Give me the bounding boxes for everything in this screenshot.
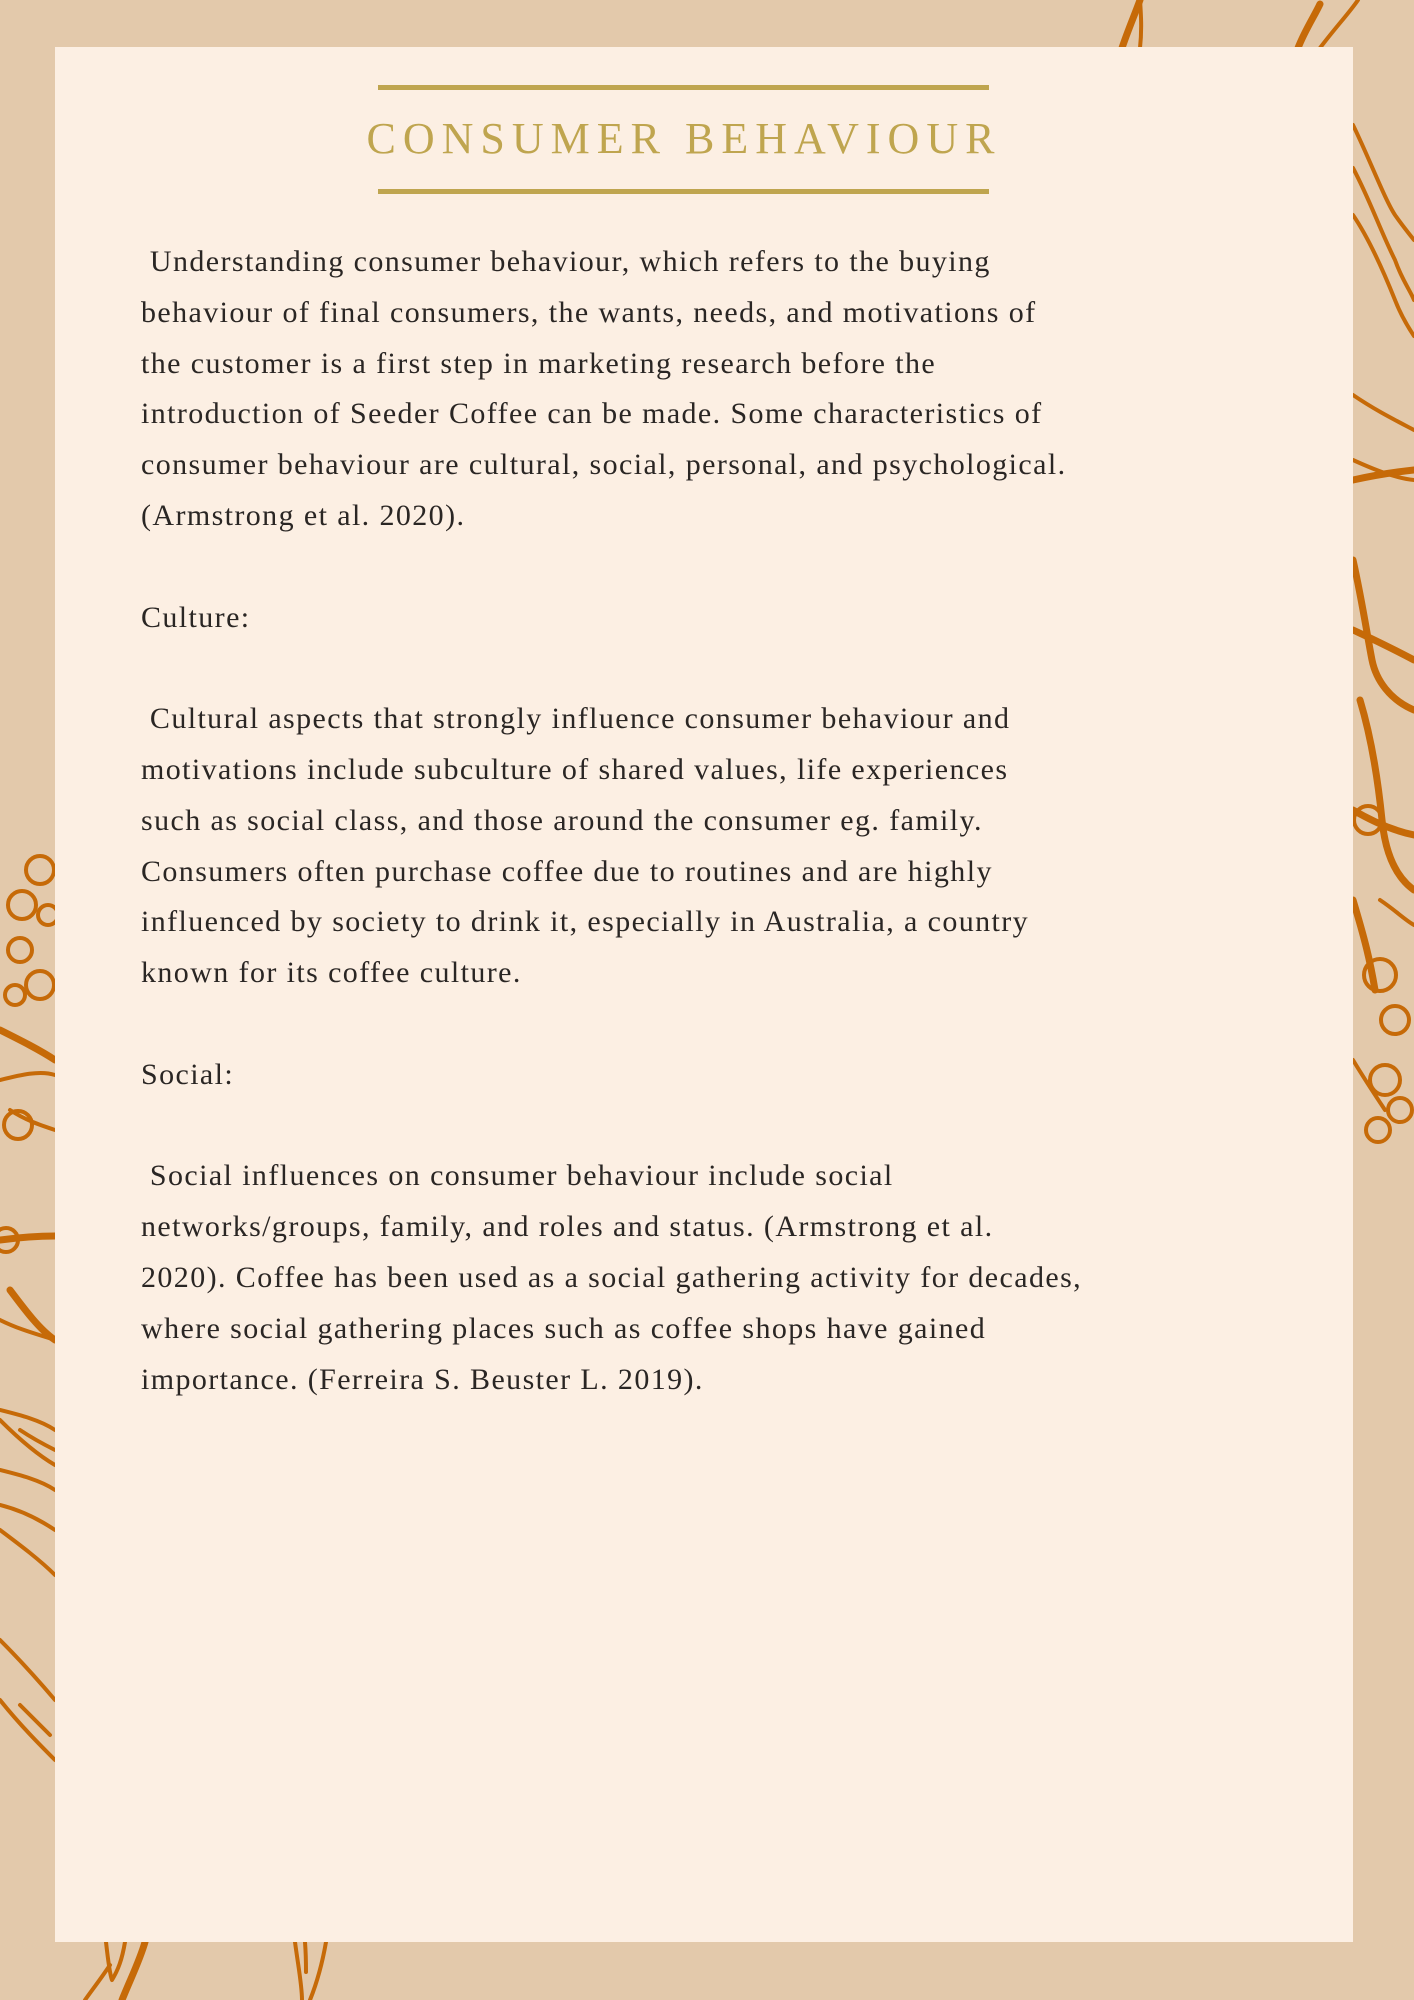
section-heading-culture: Culture:: [141, 600, 251, 634]
paragraph-line: motivations include subculture of shared values, life experiences: [141, 752, 1009, 786]
paragraph-line: influenced by society to drink it, especially in Australia, a country: [141, 905, 1030, 939]
paragraph-line: 2020). Coffee has been used as a social gathering activity for decades,: [141, 1260, 1083, 1294]
document-page-card: [55, 47, 1353, 1942]
culture-paragraph: [141, 694, 1321, 999]
title-top-rule: [378, 85, 989, 90]
spacer: [141, 999, 1321, 1050]
paragraph-line: Social influences on consumer behaviour include social: [141, 1159, 894, 1193]
left-flower-cluster-illustration: [0, 856, 58, 1760]
paragraph-line: known for its coffee culture.: [141, 956, 522, 990]
title-bottom-rule: [378, 189, 989, 194]
paragraph-line: the customer is a first step in marketing research before the: [141, 346, 937, 380]
paragraph-line: Cultural aspects that strongly influence consumer behaviour and: [141, 702, 1011, 736]
paragraph-line: where social gathering places such as coffee shops have gained: [141, 1311, 987, 1345]
section-heading-social: Social:: [141, 1057, 235, 1091]
spacer: [141, 643, 1321, 694]
page-title: CONSUMER BEHAVIOUR: [366, 114, 1002, 163]
paragraph-line: behaviour of final consumers, the wants, needs, and motivations of: [141, 295, 1037, 329]
top-stem-illustration: [1122, 0, 1358, 48]
paragraph-line: networks/groups, family, and roles and status. (Armstrong et al.: [141, 1210, 994, 1244]
paragraph-line: Understanding consumer behaviour, which refers to the buying: [141, 245, 991, 278]
paragraph-line: such as social class, and those around the consumer eg. family.: [141, 803, 983, 837]
right-flower-cluster-illustration: [1353, 806, 1412, 1142]
paragraph-line: introduction of Seeder Coffee can be made. Some characteristics of: [141, 397, 1043, 431]
intro-paragraph: [141, 237, 1321, 542]
paragraph-line: importance. (Ferreira S. Beuster L. 2019).: [141, 1362, 704, 1396]
spacer: [141, 1101, 1321, 1152]
spacer: [141, 542, 1321, 593]
right-branch-illustration: [1353, 125, 1414, 925]
paragraph-line: Consumers often purchase coffee due to routines and are highly: [141, 854, 993, 888]
social-paragraph: [141, 1151, 1321, 1405]
bottom-stem-illustration: [85, 1942, 326, 2000]
paragraph-line: (Armstrong et al. 2020).: [141, 498, 466, 532]
document-body: [141, 237, 1321, 1405]
paragraph-line: consumer behaviour are cultural, social, personal, and psychological.: [141, 448, 1067, 482]
